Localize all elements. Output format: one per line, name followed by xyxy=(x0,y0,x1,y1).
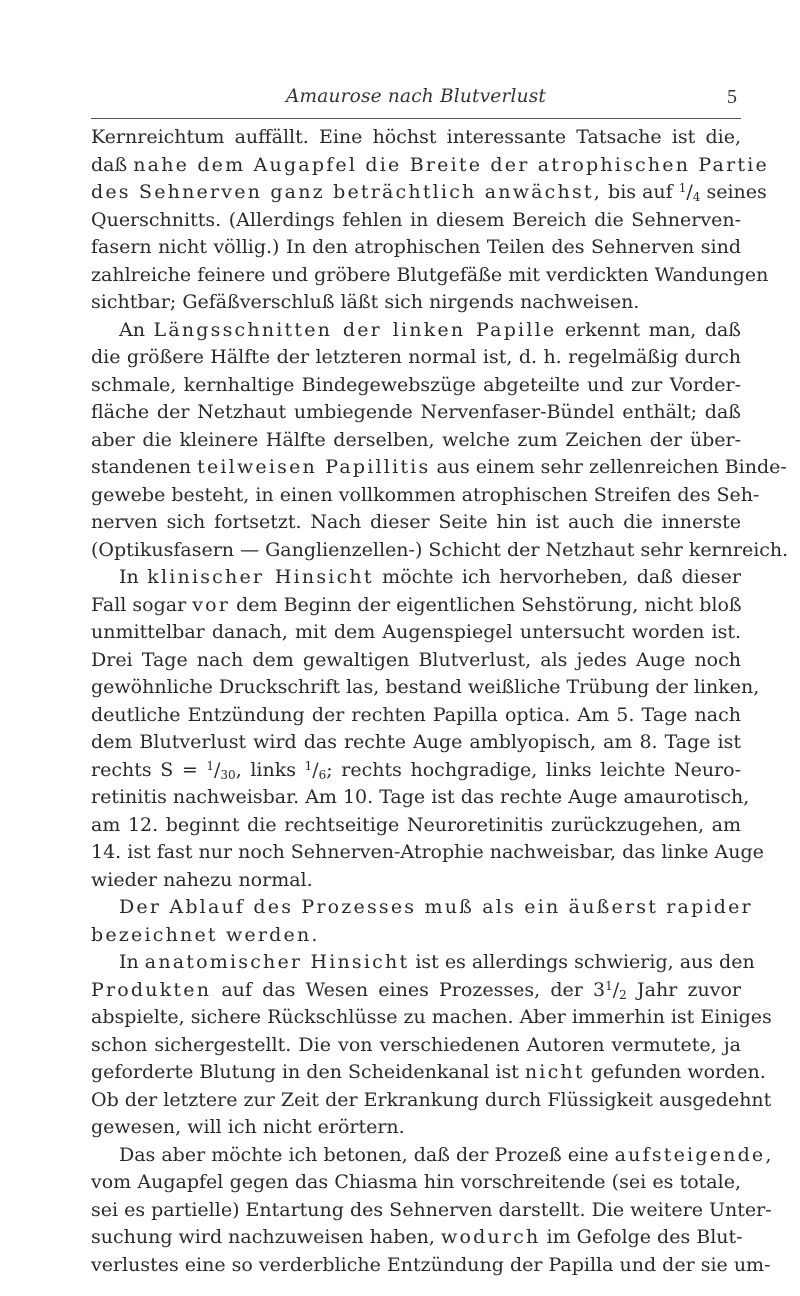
text-line: daß nahe dem Augapfel die Breite der atrophischen Partie xyxy=(91,153,769,176)
text-line: standenen teilweisen Papillitis aus einem sehr zellenreichen Binde- xyxy=(91,456,787,478)
text-line: verlustes eine so verderbliche Entzündung der Papilla und der sie um- xyxy=(91,1253,771,1276)
text-line: Ob der letztere zur Zeit der Erkrankung durch Flüssigkeit ausgedehnt xyxy=(91,1088,772,1111)
spaced-text: des xyxy=(91,181,139,203)
text-line: geforderte Blutung in den Scheidenkanal ist nicht gefunden worden. xyxy=(91,1061,766,1083)
fraction-denominator: 4 xyxy=(692,190,701,204)
fraction-numerator: 1 xyxy=(206,758,214,773)
text-line: rechts $S = ^1/_{30}$, links $^1/_6$; rechts hochgradige, links leichte Neuro- xyxy=(91,758,741,782)
text-line: dem Blutverlust wird das rechte Auge amblyopisch, am 8. Tage ist xyxy=(91,731,741,753)
fraction-denominator: 30 xyxy=(220,767,236,782)
spaced-text: klinischer Hinsicht xyxy=(147,566,374,588)
spaced-text: Produkten xyxy=(91,978,212,1001)
text-line: am 12. beginnt die rechtseitige Neuroretinitis zurückzugehen, am xyxy=(91,813,741,836)
spaced-text: Der Ablauf des Prozesses muß als ein äußerst rapider xyxy=(119,896,753,918)
spaced-text: aufsteigende, xyxy=(614,1143,774,1166)
spaced-text: nicht xyxy=(524,1061,585,1083)
page-number: 5 xyxy=(727,86,737,108)
fraction-denominator: 6 xyxy=(318,767,327,782)
spaced-text: anatomischer Hinsicht xyxy=(144,951,410,973)
spaced-text: nahe dem Augapfel die Breite der atrophischen Partie xyxy=(133,153,769,176)
text-line: Fall sogar vor dem Beginn der eigentlichen Sehstörung, nicht bloß xyxy=(91,593,742,616)
text-line: 14. ist fast nur noch Sehnerven-Atrophie nachweisbar, das linke Auge xyxy=(91,841,764,863)
text-line: Drei Tage nach dem gewaltigen Blutverlust, als jedes Auge noch xyxy=(91,648,741,671)
spaced-text: teilweisen Papillitis xyxy=(197,456,431,478)
text-line: sei es partielle) Entartung des Sehnerven darstellt. Die weitere Unter- xyxy=(91,1198,772,1221)
text-line: suchung wird nachzuweisen haben, wodurch im Gefolge des Blut- xyxy=(91,1226,743,1248)
text-line: schon sichergestellt. Die von verschiedenen Autoren vermutete, ja xyxy=(91,1033,741,1056)
text-line: unmittelbar danach, mit dem Augenspiegel untersucht worden ist. xyxy=(91,621,741,643)
text-line xyxy=(91,922,741,950)
text-line: fläche der Netzhaut umbiegende Nervenfaser-Bündel enthält; daß xyxy=(91,401,741,423)
fraction-numerator: 1 xyxy=(678,181,687,195)
text-line: Querschnitts. (Allerdings fehlen in diesem Bereich die Sehnerven- xyxy=(91,208,741,231)
spaced-text: vor xyxy=(192,593,231,616)
text-line: (Optikusfasern — Ganglienzellen-) Schicht der Netzhaut sehr kernreich. xyxy=(91,538,789,561)
text-line: Das aber möchte ich betonen, daß der Prozeß eine aufsteigende, xyxy=(119,1143,774,1166)
text-line: In klinischer Hinsicht möchte ich hervorheben, daß dieser xyxy=(119,566,741,588)
text-line: Kernreichtum auffällt. Eine höchst interessante Tatsache ist die, xyxy=(91,126,741,148)
page-header xyxy=(91,86,741,116)
text-line: retinitis nachweisbar. Am 10. Tage ist das rechte Auge amaurotisch, xyxy=(91,786,750,808)
spaced-text: Sehnerven ganz beträchtlich anwächst, xyxy=(139,181,602,203)
text-line xyxy=(91,894,753,922)
spaced-text: bezeichnet werden. xyxy=(91,923,320,946)
text-line: fasern nicht völlig.) In den atrophischen Teilen des Sehnerven sind xyxy=(91,236,741,258)
text-line: gewebe besteht, in einen vollkommen atrophischen Streifen des Seh- xyxy=(91,483,760,506)
text-line: die größere Hälfte der letzteren normal ist, d. h. regelmäßig durch xyxy=(91,346,741,368)
header-rule xyxy=(91,118,741,119)
text-line: sichtbar; Gefäßverschluß läßt sich nirgends nachweisen. xyxy=(91,291,640,313)
text-line: In anatomischer Hinsicht ist es allerdings schwierig, aus den xyxy=(119,951,755,973)
spaced-text: wodurch xyxy=(441,1226,541,1248)
text-line: An Längsschnitten der linken Papille erkennt man, daß xyxy=(119,318,741,341)
body-text xyxy=(91,124,789,1279)
fraction-numerator: 1 xyxy=(605,978,613,993)
text-line: des Sehnerven ganz beträchtlich anwächst, bis auf $^1/_4$ seines xyxy=(91,181,767,204)
fraction-numerator: 1 xyxy=(304,758,313,773)
text-line: vom Augapfel gegen das Chiasma hin vorschreitende (sei es totale, xyxy=(91,1171,741,1193)
text-line: wieder nahezu normal. xyxy=(91,868,313,891)
text-line: abspielte, sichere Rückschlüsse zu machen. Aber immerhin ist Einiges xyxy=(91,1006,772,1028)
spaced-text: Längsschnitten der linken Papille xyxy=(153,318,557,341)
text-line: nerven sich fortsetzt. Nach dieser Seite hin ist auch die innerste xyxy=(91,511,741,533)
text-line: aber die kleinere Hälfte derselben, welche zum Zeichen der über- xyxy=(91,428,741,451)
text-line: Produkten auf das Wesen eines Prozesses, der $3^1/_2$ Jahr zuvor xyxy=(91,978,741,1002)
text-line: schmale, kernhaltige Bindegewebszüge abgeteilte und zur Vorder- xyxy=(91,373,741,396)
text-line: gewesen, will ich nicht erörtern. xyxy=(91,1116,405,1138)
running-title: Amaurose nach Blutverlust xyxy=(285,86,547,107)
fraction-denominator: 2 xyxy=(619,987,627,1002)
text-line: deutliche Entzündung der rechten Papilla optica. Am 5. Tage nach xyxy=(91,703,741,726)
text-line: zahlreiche feinere und gröbere Blutgefäße mit verdickten Wandungen xyxy=(91,263,769,286)
text-line: gewöhnliche Druckschrift las, bestand weißliche Trübung der linken, xyxy=(91,676,760,698)
